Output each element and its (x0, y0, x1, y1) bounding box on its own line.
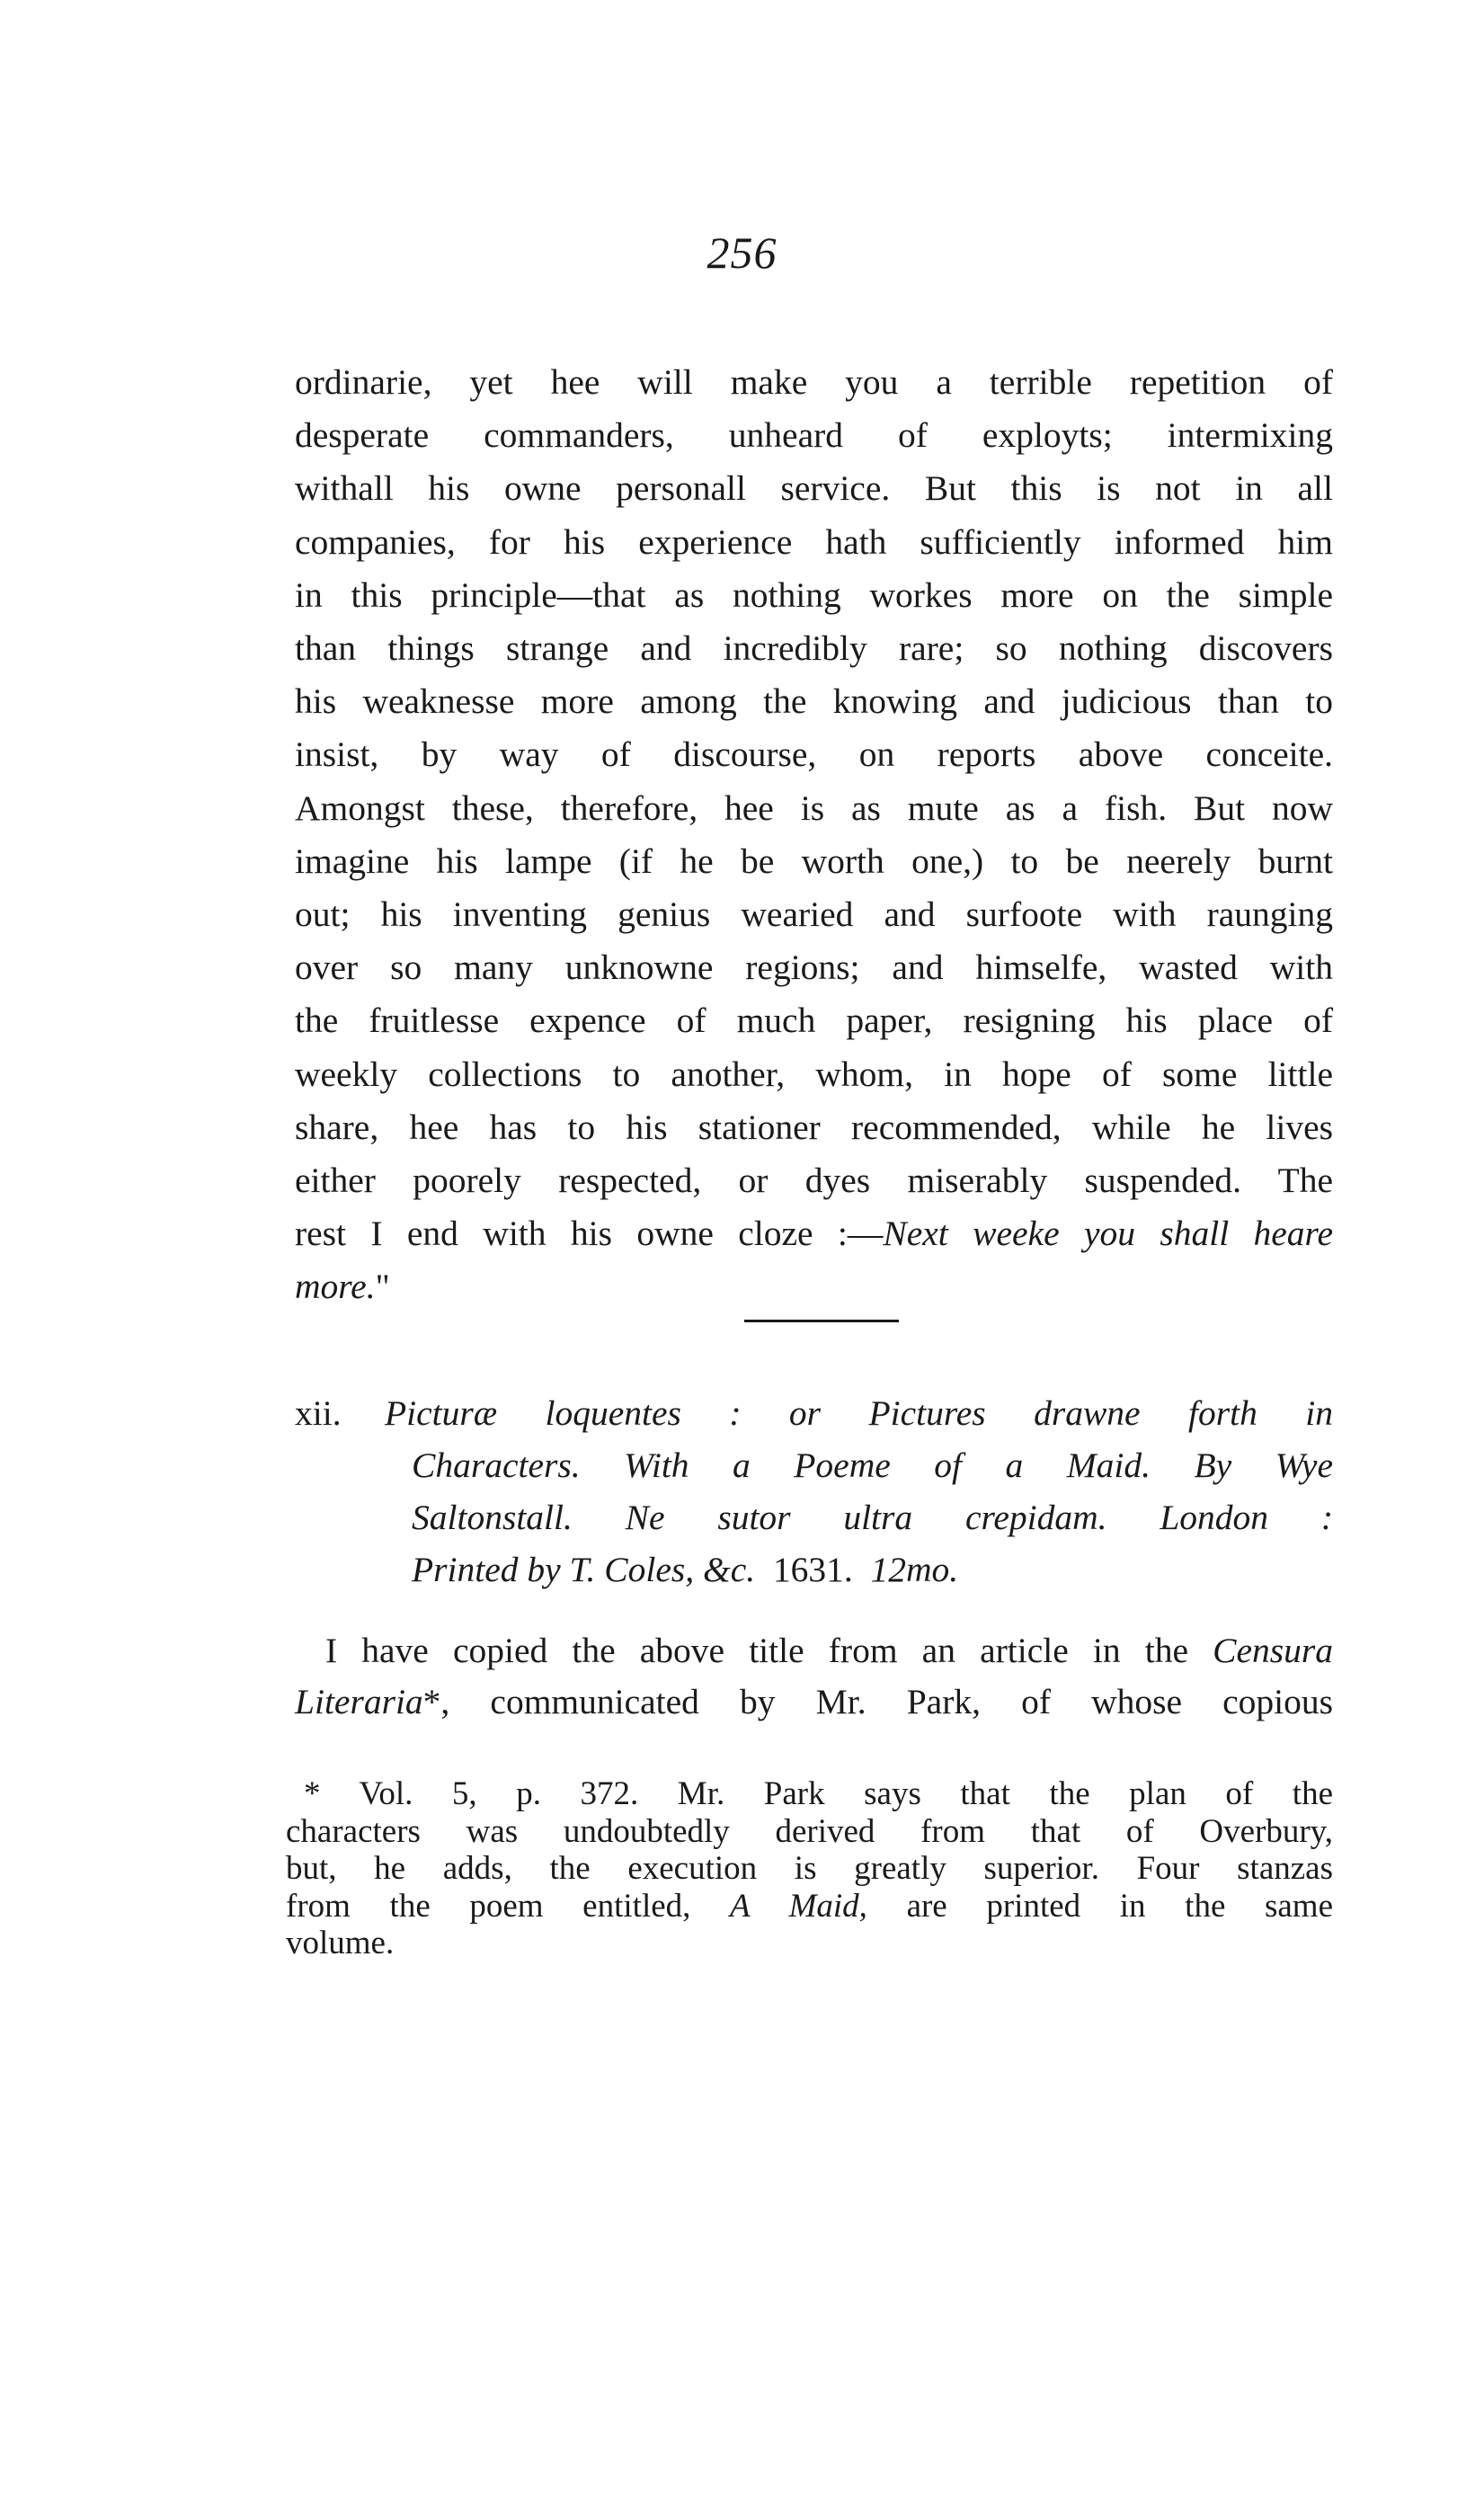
entry-title-line: Saltonstall. Ne sutor ultra crepidam. London : (412, 1498, 1333, 1537)
imprint-format: 12mo. (870, 1550, 959, 1589)
entry-title-line: Characters. With a Poeme of a Maid. By Wye (412, 1445, 1333, 1485)
footnote-line: volume. (286, 1925, 395, 1961)
text-line: insist, by way of discourse, on reports above conceite. (295, 734, 1333, 775)
para2-text: I have copied the above title from an article in the (325, 1631, 1188, 1670)
text-line: either poorely respected, or dyes miserably suspended. The (295, 1161, 1333, 1201)
text-line: ordinarie, yet hee will make you a terrible repetition of (295, 362, 1333, 402)
page-number: 256 (706, 227, 778, 278)
main-paragraph (295, 356, 1333, 1314)
imprint-year: 1631. (772, 1550, 853, 1589)
text-line: desperate commanders, unheard of exployts; intermixing (295, 415, 1333, 456)
text-line-closing (295, 1207, 1333, 1260)
para2-text: communicated by Mr. Park, of whose copious (490, 1682, 1333, 1721)
text-line: than things strange and incredibly rare; so nothing discovers (295, 628, 1333, 669)
footnote-text: are printed in the same (906, 1887, 1334, 1925)
text-line: in this principle—that as nothing workes more on the simple (295, 574, 1333, 615)
text-line: over so many unknowne regions; and himselfe, wasted with (295, 947, 1333, 988)
text-line: companies, for his experience hath sufficiently informed him (295, 521, 1333, 562)
footnote (286, 1775, 1333, 1962)
entry-imprint (412, 1543, 1333, 1596)
entry-number: xii. (295, 1393, 342, 1433)
para2-italic: Literaria (295, 1682, 423, 1721)
footnote-line: * Vol. 5, p. 372. Mr. Park says that the plan of the (304, 1775, 1333, 1812)
footnote-italic: A Maid, (730, 1887, 867, 1925)
footnote-line (286, 1888, 1333, 1925)
para2-italic: Censura (1213, 1631, 1334, 1670)
entry-title (412, 1439, 1333, 1596)
text-line: the fruitlesse expence of much paper, resigning his place of (295, 1001, 1333, 1041)
closing-quote: " (375, 1267, 390, 1307)
closing-italic-end: more. (295, 1267, 376, 1307)
text-line: Amongst these, therefore, hee is as mute as a fish. But now (295, 787, 1333, 828)
footnote-line: but, he adds, the execution is greatly superior. Four stanzas (286, 1850, 1333, 1887)
text-line-final (295, 1260, 1333, 1313)
text-line: imagine his lampe (if he be worth one,) to be neerely burnt (295, 840, 1333, 881)
text-line: his weaknesse more among the knowing and judicious than to (295, 681, 1333, 722)
text-line: out; his inventing genius wearied and surfoote with raunging (295, 894, 1333, 935)
paragraph-two (295, 1625, 1333, 1728)
footnote-reference: *, (422, 1682, 450, 1721)
closing-lead: rest I end with his owne cloze :— (295, 1214, 884, 1254)
imprint-publisher: Printed by T. Coles, &c. (412, 1550, 756, 1589)
footnote-line: characters was undoubtedly derived from that of Overbury, (286, 1812, 1333, 1850)
text-line: weekly collections to another, whom, in hope of some little (295, 1054, 1333, 1094)
footnote-text: from the poem entitled, (286, 1887, 691, 1925)
text-line (295, 1625, 1333, 1676)
text-line: share, hee has to his stationer recommended, while he lives (295, 1107, 1333, 1147)
closing-italic: Next weeke you shall heare (883, 1214, 1333, 1254)
text-line: withall his owne personall service. But this is not in all (295, 468, 1333, 509)
entry-title-line: Picturæ loquentes : or Pictures drawne forth in (385, 1393, 1333, 1433)
text-line (295, 1676, 1333, 1728)
section-divider (744, 1320, 899, 1322)
